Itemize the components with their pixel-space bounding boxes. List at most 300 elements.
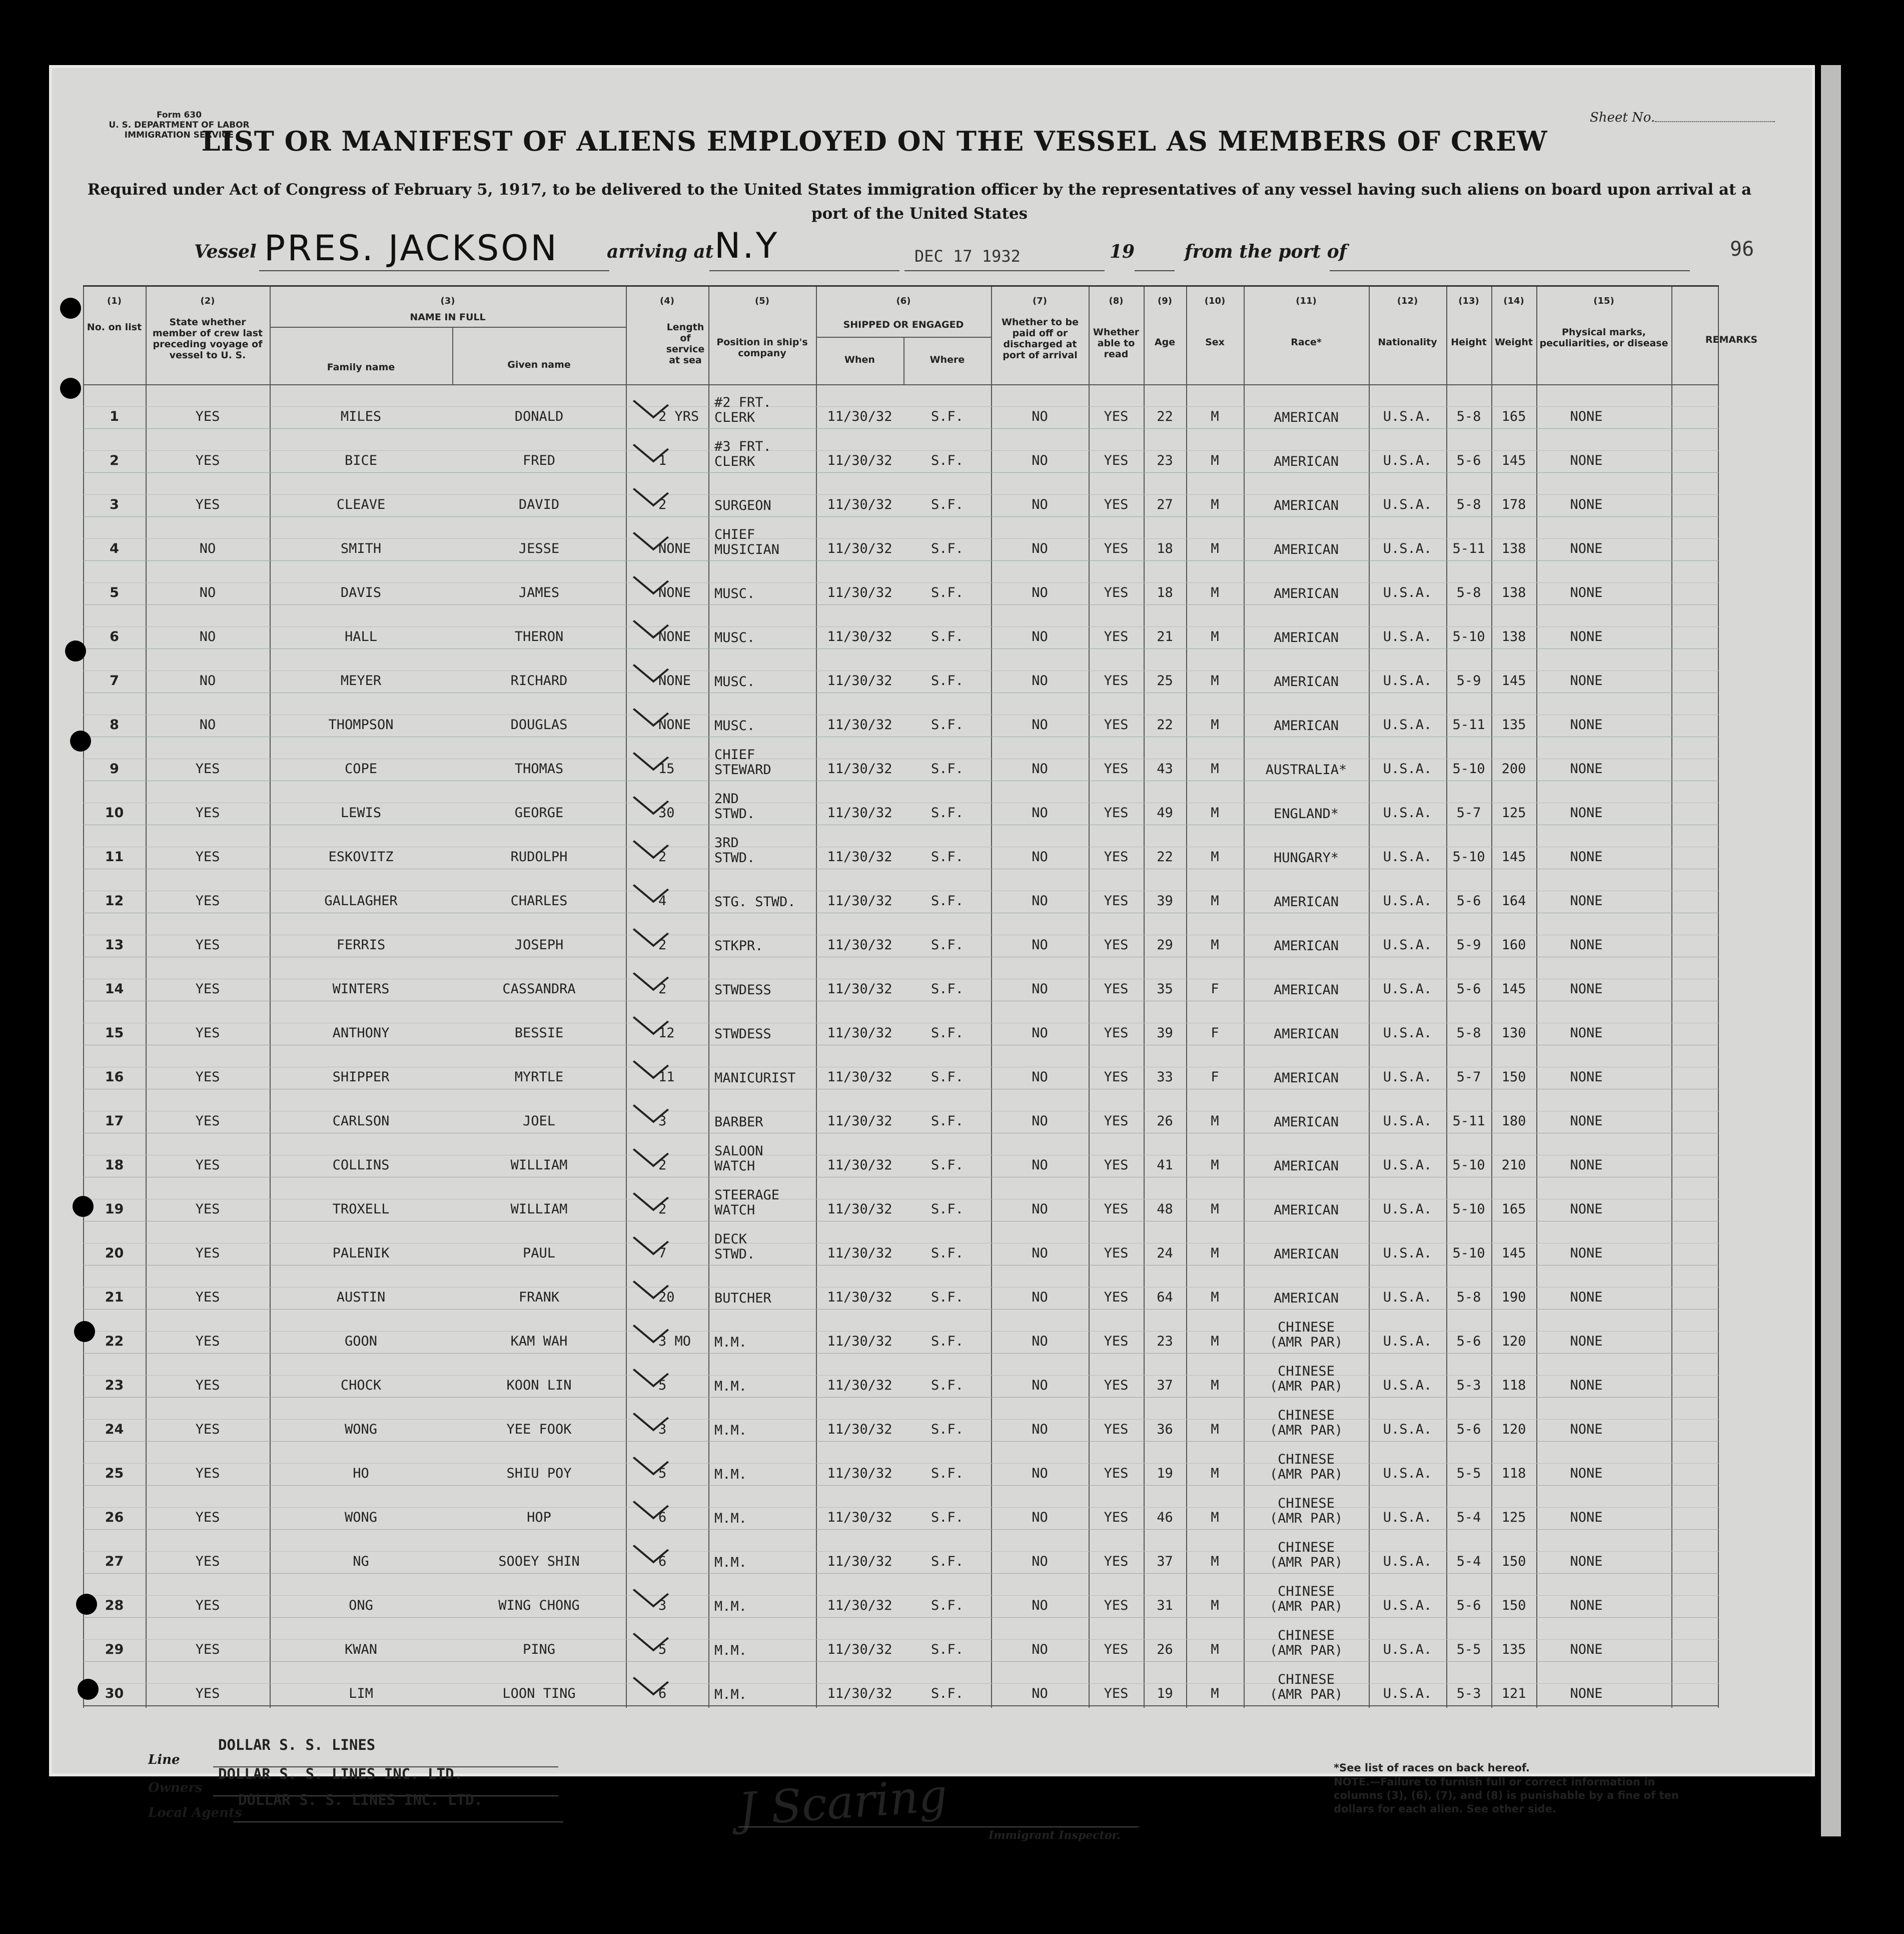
cell-no: 30: [105, 1686, 124, 1701]
row-half-rule: [83, 1639, 1719, 1640]
cell-age: 24: [1157, 1245, 1173, 1261]
cell-where: S.F.: [930, 541, 964, 556]
cell-family: NG: [353, 1554, 369, 1569]
cell-when: 11/30/32: [827, 585, 892, 600]
cell-pos2: MUSC.: [714, 586, 755, 601]
cell-age: 22: [1157, 717, 1173, 733]
col-number: (14): [1503, 296, 1524, 306]
cell-marks: NONE: [1570, 1510, 1603, 1525]
cell-race1: CHINESE: [1278, 1540, 1335, 1555]
cell-pos2: WATCH: [714, 1202, 755, 1218]
cell-paid: NO: [1032, 1554, 1048, 1569]
cell-race2: (AMR PAR): [1269, 1599, 1343, 1614]
cell-prev: YES: [195, 1245, 220, 1261]
cell-where: S.F.: [930, 1069, 964, 1085]
cell-weight: 118: [1501, 1378, 1526, 1393]
cell-given: JESSE: [518, 541, 560, 556]
cell-weight: 200: [1501, 761, 1526, 777]
cell-height: 5-10: [1452, 761, 1485, 777]
cell-prev: YES: [195, 1025, 220, 1041]
cell-family: CLEAVE: [336, 497, 386, 512]
form-number: Form 630: [156, 110, 202, 120]
cell-paid: NO: [1032, 541, 1048, 556]
cell-where: S.F.: [930, 805, 964, 821]
cell-marks: NONE: [1570, 453, 1603, 468]
header-where: Where: [929, 354, 965, 365]
cell-no: 16: [105, 1069, 124, 1085]
cell-no: 27: [105, 1554, 124, 1569]
cell-when: 11/30/32: [827, 497, 892, 512]
cell-paid: NO: [1032, 937, 1048, 953]
cell-family: FERRIS: [336, 937, 386, 953]
cell-age: 31: [1157, 1598, 1173, 1613]
cell-pos2: STWDESS: [714, 982, 771, 998]
cell-prev: YES: [195, 805, 220, 821]
cell-when: 11/30/32: [827, 1598, 892, 1613]
header-name-in-full: NAME IN FULL: [410, 312, 486, 323]
cell-when: 11/30/32: [827, 761, 892, 777]
cell-where: S.F.: [930, 1686, 964, 1701]
cell-paid: NO: [1032, 1069, 1048, 1085]
cell-marks: NONE: [1570, 1422, 1603, 1437]
cell-height: 5-11: [1452, 1113, 1485, 1129]
cell-given: SOOEY SHIN: [498, 1554, 580, 1569]
cell-given: JOEL: [522, 1113, 556, 1129]
cell-service: 7: [658, 1245, 667, 1261]
cell-pos2: CLERK: [714, 410, 755, 425]
cell-race2: (AMR PAR): [1269, 1467, 1343, 1482]
cell-where: S.F.: [930, 1290, 964, 1305]
cell-marks: NONE: [1570, 1378, 1603, 1393]
row-half-rule: [83, 538, 1719, 539]
cell-no: 26: [105, 1510, 124, 1525]
cell-marks: NONE: [1570, 1025, 1603, 1041]
cell-where: S.F.: [930, 1334, 964, 1349]
cell-read: YES: [1104, 1201, 1129, 1217]
cell-where: S.F.: [930, 673, 964, 689]
cell-race2: AMERICAN: [1273, 1158, 1339, 1174]
cell-race2: AMERICAN: [1273, 542, 1339, 557]
cell-sex: M: [1211, 1157, 1219, 1173]
cell-no: 5: [110, 585, 119, 600]
cell-nat: U.S.A.: [1383, 453, 1432, 468]
cell-marks: NONE: [1570, 849, 1603, 865]
cell-nat: U.S.A.: [1383, 585, 1432, 600]
cell-weight: 150: [1501, 1554, 1526, 1569]
cell-family: PALENIK: [332, 1245, 390, 1261]
cell-family: COPE: [344, 761, 378, 777]
cell-when: 11/30/32: [827, 805, 892, 821]
cell-family: WONG: [344, 1422, 378, 1437]
cell-nat: U.S.A.: [1383, 893, 1432, 909]
cell-sex: M: [1211, 1378, 1219, 1393]
cell-where: S.F.: [930, 629, 964, 644]
cell-nat: U.S.A.: [1383, 1422, 1432, 1437]
cell-pos2: STEWARD: [714, 762, 771, 778]
cell-read: YES: [1104, 1510, 1129, 1525]
col-number: (4): [660, 296, 674, 306]
cell-weight: 210: [1501, 1157, 1526, 1173]
cell-nat: U.S.A.: [1383, 1069, 1432, 1085]
binder-hole: [60, 298, 81, 319]
cell-pos2: M.M.: [714, 1687, 747, 1702]
cell-marks: NONE: [1570, 541, 1603, 556]
date-field-line: [904, 270, 1105, 271]
cell-where: S.F.: [930, 1598, 964, 1613]
cell-read: YES: [1104, 629, 1129, 644]
cell-age: 46: [1157, 1510, 1173, 1525]
cell-race2: AMERICAN: [1273, 1291, 1339, 1306]
cell-no: 15: [105, 1025, 124, 1041]
header-when: When: [844, 354, 875, 365]
cell-sex: M: [1211, 1598, 1219, 1613]
cell-given: MYRTLE: [514, 1069, 564, 1085]
cell-sex: M: [1211, 629, 1219, 644]
cell-service: 30: [658, 805, 675, 821]
cell-prev: YES: [195, 453, 220, 468]
cell-height: 5-4: [1456, 1510, 1481, 1525]
cell-when: 11/30/32: [827, 1378, 892, 1393]
cell-age: 39: [1157, 893, 1173, 909]
cell-service: 3 MO: [658, 1334, 691, 1349]
cell-marks: NONE: [1570, 629, 1603, 644]
cell-pos2: STKPR.: [714, 938, 763, 954]
cell-pos2: MUSC.: [714, 718, 755, 734]
cell-height: 5-10: [1452, 1201, 1485, 1217]
cell-height: 5-11: [1452, 717, 1485, 733]
header-bottom-rule: [83, 384, 1719, 385]
cell-given: RICHARD: [510, 673, 568, 689]
cell-sex: M: [1211, 893, 1219, 909]
form-department: U. S. DEPARTMENT OF LABOR: [109, 120, 250, 130]
owners-value: DOLLAR S. S. LINES INC. LTD.: [218, 1765, 463, 1782]
cell-given: WING CHONG: [498, 1598, 580, 1613]
cell-where: S.F.: [930, 1510, 964, 1525]
cell-sex: M: [1211, 1201, 1219, 1217]
cell-paid: NO: [1032, 1245, 1048, 1261]
cell-no: 22: [105, 1334, 124, 1349]
cell-weight: 145: [1501, 673, 1526, 689]
cell-where: S.F.: [930, 1422, 964, 1437]
row-half-rule: [83, 1463, 1719, 1464]
cell-race2: AMERICAN: [1273, 1070, 1339, 1086]
cell-when: 11/30/32: [827, 1686, 892, 1701]
row-half-rule: [83, 626, 1719, 627]
cell-marks: NONE: [1570, 673, 1603, 689]
cell-weight: 145: [1501, 849, 1526, 865]
cell-pos2: WATCH: [714, 1158, 755, 1174]
cell-age: 23: [1157, 1334, 1173, 1349]
cell-prev: YES: [195, 1334, 220, 1349]
cell-when: 11/30/32: [827, 1025, 892, 1041]
cell-weight: 150: [1501, 1069, 1526, 1085]
row-half-rule: [83, 1375, 1719, 1376]
cell-paid: NO: [1032, 981, 1048, 997]
sheet-number-field: [1655, 121, 1775, 122]
row-half-rule: [83, 1419, 1719, 1420]
cell-service: 2: [658, 981, 667, 997]
cell-nat: U.S.A.: [1383, 497, 1432, 512]
name-col-divider: [452, 327, 453, 384]
cell-age: 23: [1157, 453, 1173, 468]
cell-pos2: STWD.: [714, 806, 755, 822]
row-rule: [83, 604, 1719, 605]
cell-read: YES: [1104, 1422, 1129, 1437]
cell-given: CHARLES: [510, 893, 568, 909]
cell-no: 29: [105, 1642, 124, 1657]
cell-nat: U.S.A.: [1383, 1598, 1432, 1613]
cell-prev: YES: [195, 1157, 220, 1173]
cell-service: 5: [658, 1378, 667, 1393]
cell-no: 3: [110, 497, 119, 512]
cell-family: WINTERS: [332, 981, 390, 997]
cell-pos2: STWD.: [714, 1246, 755, 1262]
cell-family: SHIPPER: [332, 1069, 390, 1085]
cell-prev: YES: [195, 1554, 220, 1569]
cell-read: YES: [1104, 849, 1129, 865]
row-half-rule: [83, 582, 1719, 583]
cell-service: NONE: [658, 717, 691, 733]
cell-weight: 145: [1501, 981, 1526, 997]
cell-no: 21: [105, 1290, 124, 1305]
header-paid-off: Whether to be paid off or discharged at port of arrival: [1001, 317, 1079, 361]
cell-paid: NO: [1032, 805, 1048, 821]
cell-weight: 180: [1501, 1113, 1526, 1129]
cell-height: 5-6: [1456, 981, 1481, 997]
cell-read: YES: [1104, 937, 1129, 953]
cell-age: 37: [1157, 1554, 1173, 1569]
cell-sex: F: [1211, 1025, 1219, 1041]
cell-when: 11/30/32: [827, 1554, 892, 1569]
cell-age: 26: [1157, 1113, 1173, 1129]
header-no-on-list: No. on list: [87, 322, 142, 333]
cell-service: 4: [658, 893, 667, 909]
cell-pos2: MANICURIST: [714, 1070, 796, 1086]
cell-no: 4: [110, 541, 119, 556]
cell-weight: 135: [1501, 1642, 1526, 1657]
header-weight: Weight: [1495, 337, 1533, 348]
cell-service: NONE: [658, 673, 691, 689]
cell-age: 27: [1157, 497, 1173, 512]
col-number: (3): [440, 296, 455, 306]
cell-family: KWAN: [344, 1642, 378, 1657]
cell-pos2: MUSC.: [714, 630, 755, 646]
cell-age: 22: [1157, 409, 1173, 424]
cell-read: YES: [1104, 1466, 1129, 1481]
cell-prev: YES: [195, 761, 220, 777]
header-physical-marks: Physical marks, peculiarities, or disease: [1539, 327, 1668, 349]
cell-read: YES: [1104, 1113, 1129, 1129]
cell-weight: 178: [1501, 497, 1526, 512]
cell-paid: NO: [1032, 585, 1048, 600]
header-given-name: Given name: [507, 359, 571, 370]
cell-when: 11/30/32: [827, 409, 892, 424]
cell-marks: NONE: [1570, 1113, 1603, 1129]
cell-nat: U.S.A.: [1383, 1201, 1432, 1217]
paper-edge: [1821, 65, 1841, 1836]
cell-where: S.F.: [930, 1201, 964, 1217]
year-field-line: [1135, 270, 1175, 271]
cell-race2: AMERICAN: [1273, 894, 1339, 910]
col-number: (2): [200, 296, 215, 306]
cell-pos2: STG. STWD.: [714, 894, 796, 910]
cell-no: 10: [105, 805, 124, 821]
cell-read: YES: [1104, 1069, 1129, 1085]
cell-family: AUSTIN: [336, 1290, 386, 1305]
cell-nat: U.S.A.: [1383, 1466, 1432, 1481]
cell-marks: NONE: [1570, 805, 1603, 821]
cell-marks: NONE: [1570, 585, 1603, 600]
cell-height: 5-8: [1456, 1290, 1481, 1305]
cell-when: 11/30/32: [827, 849, 892, 865]
cell-race2: AMERICAN: [1273, 938, 1339, 954]
cell-prev: YES: [195, 1598, 220, 1613]
cell-paid: NO: [1032, 453, 1048, 468]
cell-paid: NO: [1032, 1686, 1048, 1701]
col-number: (13): [1458, 296, 1479, 306]
cell-where: S.F.: [930, 1025, 964, 1041]
row-half-rule: [83, 494, 1719, 495]
cell-where: S.F.: [930, 717, 964, 733]
cell-marks: NONE: [1570, 1466, 1603, 1481]
cell-no: 1: [110, 409, 119, 424]
cell-sex: M: [1211, 849, 1219, 865]
row-rule: [83, 1661, 1719, 1662]
cell-age: 35: [1157, 981, 1173, 997]
cell-service: NONE: [658, 541, 691, 556]
cell-race2: AMERICAN: [1273, 454, 1339, 469]
cell-race2: AMERICAN: [1273, 1202, 1339, 1218]
col-number: (1): [107, 296, 122, 306]
cell-nat: U.S.A.: [1383, 849, 1432, 865]
cell-family: MILES: [340, 409, 382, 424]
cell-prev: YES: [195, 1422, 220, 1437]
cell-prev: YES: [195, 1466, 220, 1481]
cell-family: LIM: [349, 1686, 373, 1701]
date-stamp: DEC 17 1932: [914, 247, 1021, 266]
line-value: DOLLAR S. S. LINES: [218, 1736, 376, 1753]
cell-height: 5-8: [1456, 497, 1481, 512]
cell-age: 49: [1157, 805, 1173, 821]
cell-pos2: CLERK: [714, 454, 755, 469]
cell-race2: (AMR PAR): [1269, 1555, 1343, 1570]
cell-age: 39: [1157, 1025, 1173, 1041]
cell-read: YES: [1104, 497, 1129, 512]
cell-sex: M: [1211, 761, 1219, 777]
arriving-label: arriving at: [607, 241, 714, 262]
cell-height: 5-6: [1456, 1422, 1481, 1437]
cell-prev: YES: [195, 937, 220, 953]
header-family-name: Family name: [327, 362, 395, 373]
cell-nat: U.S.A.: [1383, 1113, 1432, 1129]
cell-given: WILLIAM: [510, 1201, 568, 1217]
cell-nat: U.S.A.: [1383, 409, 1432, 424]
col-number: (6): [896, 296, 911, 306]
cell-prev: NO: [199, 717, 216, 733]
cell-no: 14: [105, 981, 124, 997]
cell-sex: M: [1211, 585, 1219, 600]
cell-service: NONE: [658, 629, 691, 644]
cell-when: 11/30/32: [827, 1642, 892, 1657]
cell-read: YES: [1104, 1686, 1129, 1701]
cell-weight: 130: [1501, 1025, 1526, 1041]
cell-prev: YES: [195, 497, 220, 512]
cell-given: BESSIE: [514, 1025, 564, 1041]
cell-family: CARLSON: [332, 1113, 390, 1129]
cell-race2: AMERICAN: [1273, 674, 1339, 690]
races-note: *See list of races on back hereof.: [1334, 1762, 1530, 1774]
cell-service: 12: [658, 1025, 675, 1041]
cell-age: 64: [1157, 1290, 1173, 1305]
cell-age: 22: [1157, 849, 1173, 865]
cell-when: 11/30/32: [827, 1201, 892, 1217]
cell-prev: YES: [195, 981, 220, 997]
cell-read: YES: [1104, 981, 1129, 997]
cell-race2: (AMR PAR): [1269, 1335, 1343, 1350]
cell-height: 5-10: [1452, 849, 1485, 865]
cell-pos2: M.M.: [714, 1379, 747, 1394]
cell-nat: U.S.A.: [1383, 1510, 1432, 1525]
cell-race2: AMERICAN: [1273, 1114, 1339, 1130]
cell-age: 18: [1157, 585, 1173, 600]
cell-weight: 120: [1501, 1422, 1526, 1437]
cell-age: 37: [1157, 1378, 1173, 1393]
cell-weight: 120: [1501, 1334, 1526, 1349]
cell-no: 7: [110, 673, 119, 689]
binder-hole: [76, 1594, 97, 1615]
cell-race1: CHINESE: [1278, 1364, 1335, 1379]
header-prev-voyage: State whether member of crew last preceding voyage of vessel to U. S.: [152, 317, 263, 361]
col-number: (12): [1397, 296, 1418, 306]
cell-service: 5: [658, 1642, 667, 1657]
vessel-name: PRES. JACKSON: [264, 228, 559, 269]
cell-read: YES: [1104, 409, 1129, 424]
cell-sex: M: [1211, 1113, 1219, 1129]
vessel-label: Vessel: [194, 241, 257, 262]
cell-height: 5-4: [1456, 1554, 1481, 1569]
cell-read: YES: [1104, 453, 1129, 468]
table-bottom-rule: [83, 1705, 1719, 1706]
row-half-rule: [83, 1595, 1719, 1596]
cell-family: ESKOVITZ: [328, 849, 394, 865]
cell-sex: F: [1211, 981, 1219, 997]
cell-pos1: CHIEF: [714, 527, 755, 542]
year-label: 19: [1110, 241, 1135, 262]
cell-where: S.F.: [930, 1157, 964, 1173]
cell-weight: 165: [1501, 409, 1526, 424]
cell-pos1: CHIEF: [714, 747, 755, 763]
cell-paid: NO: [1032, 717, 1048, 733]
cell-race1: CHINESE: [1278, 1672, 1335, 1687]
cell-family: COLLINS: [332, 1157, 390, 1173]
row-rule: [83, 1309, 1719, 1310]
cell-family: ONG: [349, 1598, 373, 1613]
cell-marks: NONE: [1570, 1686, 1603, 1701]
cell-prev: YES: [195, 1201, 220, 1217]
cell-prev: YES: [195, 849, 220, 865]
cell-family: GALLAGHER: [324, 893, 398, 909]
cell-sex: M: [1211, 1554, 1219, 1569]
cell-service: 11: [658, 1069, 675, 1085]
cell-sex: F: [1211, 1069, 1219, 1085]
cell-weight: 165: [1501, 1201, 1526, 1217]
cell-read: YES: [1104, 1378, 1129, 1393]
cell-height: 5-9: [1456, 937, 1481, 953]
cell-family: THOMPSON: [328, 717, 394, 733]
cell-pos2: BUTCHER: [714, 1291, 771, 1306]
cell-service: 2 YRS: [658, 409, 699, 424]
cell-paid: NO: [1032, 1422, 1048, 1437]
